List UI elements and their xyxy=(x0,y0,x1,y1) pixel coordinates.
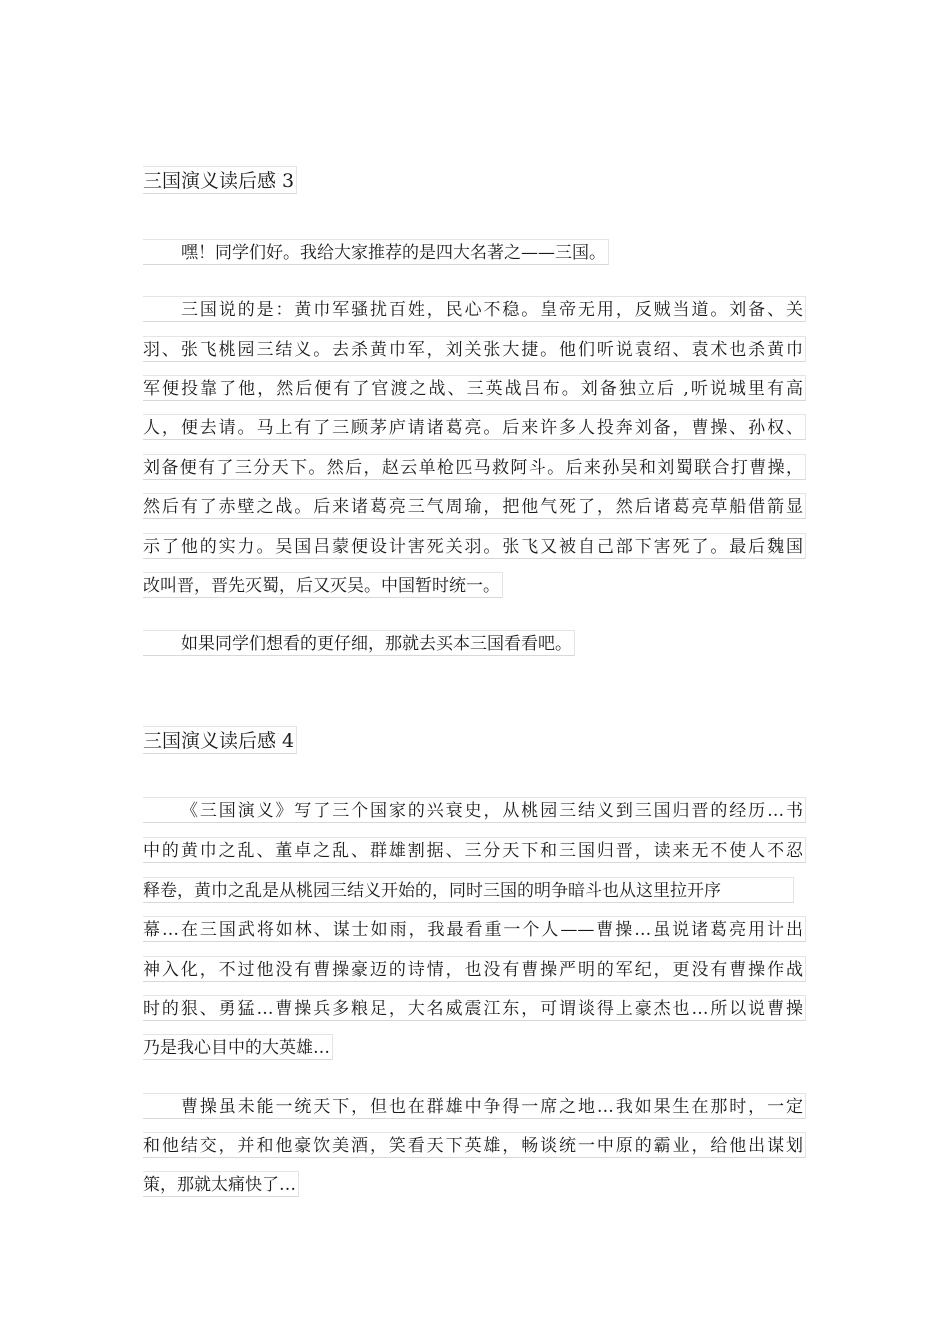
paragraph-line: 释卷，黄巾之乱是从桃园三结义开始的，同时三国的明争暗斗也从这里拉开序 xyxy=(143,877,794,903)
paragraph-line: 羽、张飞桃园三结义。去杀黄巾军，刘关张大捷。他们听说袁绍、袁术也杀黄巾 xyxy=(143,336,806,362)
section-title: 三国演义读后感 3 xyxy=(143,166,297,194)
paragraph-line: 示了他的实力。吴国吕蒙便设计害死关羽。张飞又被自己部下害死了。最后魏国 xyxy=(143,533,806,559)
paragraph-line: 幕…在三国武将如林、谋士如雨，我最看重一个人——曹操…虽说诸葛亮用计出 xyxy=(143,916,806,942)
paragraph-line: 和他结交，并和他豪饮美酒，笑看天下英雄，畅谈统一中原的霸业，给他出谋划 xyxy=(143,1132,806,1158)
paragraph-line: 曹操虽未能一统天下，但也在群雄中争得一席之地…我如果生在那时，一定 xyxy=(143,1093,806,1119)
paragraph-line: 三国说的是：黄巾军骚扰百姓，民心不稳。皇帝无用，反贼当道。刘备、关 xyxy=(143,296,806,322)
paragraph-line: 然后有了赤壁之战。后来诸葛亮三气周瑜，把他气死了，然后诸葛亮草船借箭显 xyxy=(143,493,806,519)
paragraph-line: 改叫晋，晋先灭蜀，后又灭吴。中国暂时统一。 xyxy=(143,572,503,598)
paragraph-line: 神入化，不过他没有曹操豪迈的诗情，也没有曹操严明的军纪，更没有曹操作战 xyxy=(143,956,806,982)
paragraph-line: 刘备便有了三分天下。然后，赵云单枪匹马救阿斗。后来孙吴和刘蜀联合打曹操， xyxy=(143,454,806,480)
section-title: 三国演义读后感 4 xyxy=(143,726,297,754)
paragraph-line: 嘿！同学们好。我给大家推荐的是四大名著之——三国。 xyxy=(143,239,609,265)
paragraph-line: 如果同学们想看的更仔细，那就去买本三国看看吧。 xyxy=(143,630,575,656)
paragraph-line: 人，便去请。马上有了三顾茅庐请诸葛亮。后来许多人投奔刘备，曹操、孙权、 xyxy=(143,414,806,440)
paragraph-line: 中的黄巾之乱、董卓之乱、群雄割据、三分天下和三国归晋，读来无不使人不忍 xyxy=(143,837,806,863)
paragraph-line: 时的狠、勇猛…曹操兵多粮足，大名威震江东，可谓谈得上豪杰也…所以说曹操 xyxy=(143,995,806,1021)
paragraph-line: 军便投靠了他，然后便有了官渡之战、三英战吕布。刘备独立后 ,听说城里有高 xyxy=(143,375,806,401)
paragraph-line: 策，那就太痛快了… xyxy=(143,1171,299,1197)
paragraph-line: 乃是我心目中的大英雄… xyxy=(143,1034,333,1060)
paragraph-line: 《三国演义》写了三个国家的兴衰史，从桃园三结义到三国归晋的经历…书 xyxy=(143,797,806,823)
